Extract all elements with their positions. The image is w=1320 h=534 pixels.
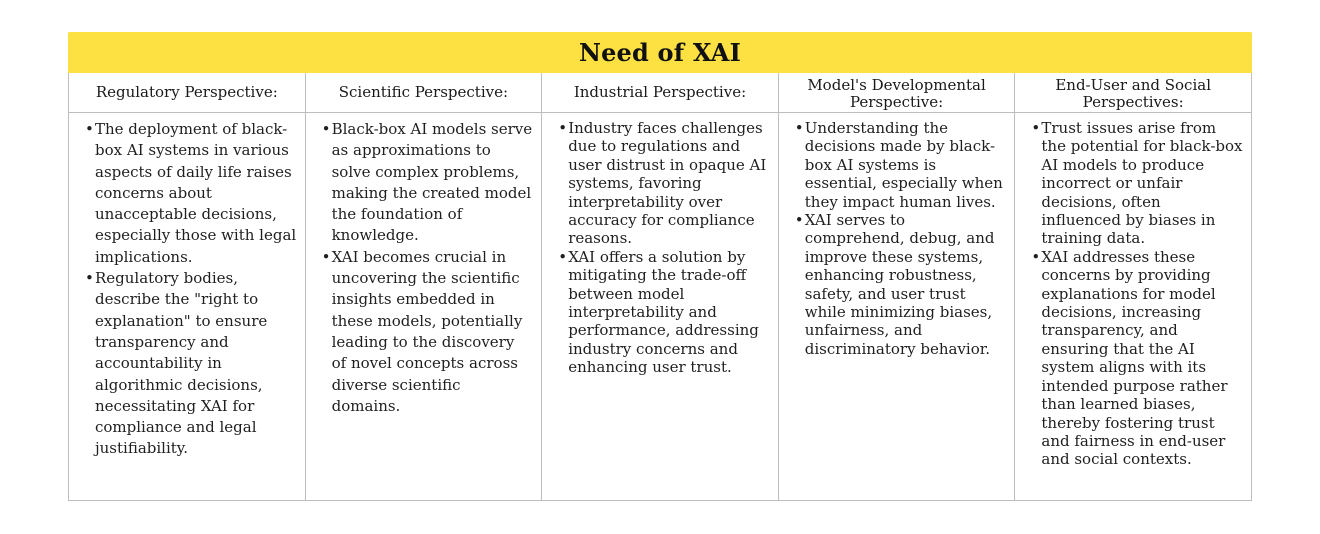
column-model-developmental xyxy=(778,73,1015,500)
bullet-list xyxy=(85,119,297,460)
column-header: Industrial Perspective: xyxy=(542,73,778,113)
column-header: Model's Developmental Perspective: xyxy=(779,73,1015,113)
column-body xyxy=(69,113,305,500)
bullet-item: • XAI offers a solution by mitigating the trade-off between model interpretability and performance, addressing industry concerns and enhancing user trust. xyxy=(558,248,770,377)
column-regulatory xyxy=(69,73,305,500)
column-header: Regulatory Perspective: xyxy=(69,73,305,113)
bullet-item: • Understanding the decisions made by black-box AI systems is essential, especially when they impact human lives. xyxy=(795,119,1007,211)
column-body xyxy=(1015,113,1251,500)
bullet-item: • XAI serves to comprehend, debug, and improve these systems, enhancing robustness, safety, and user trust while minimizing biases, unfairness, and discriminatory behavior. xyxy=(795,211,1007,358)
bullet-item: • XAI becomes crucial in uncovering the scientific insights embedded in these models, potentially leading to the discovery of novel concepts across diverse scientific domains. xyxy=(322,247,534,417)
diagram-title: Need of XAI xyxy=(578,38,742,67)
column-body xyxy=(779,113,1015,500)
bullet-item: • Black-box AI models serve as approximations to solve complex problems, making the created model the foundation of knowledge. xyxy=(322,119,534,247)
column-scientific xyxy=(305,73,542,500)
xai-diagram xyxy=(68,32,1252,501)
title-banner xyxy=(68,32,1252,73)
column-body xyxy=(306,113,542,500)
bullet-item: • XAI addresses these concerns by providing explanations for model decisions, increasing transparency, and ensuring that the AI system aligns with its intended purpose rather than learned biases, thereby fostering trust and fairness in end-user and social contexts. xyxy=(1031,248,1243,469)
bullet-list xyxy=(1031,119,1243,469)
column-end-user-social xyxy=(1014,73,1251,500)
column-header: End-User and Social Perspectives: xyxy=(1015,73,1251,113)
perspectives-table xyxy=(68,73,1252,501)
bullet-item: • Regulatory bodies, describe the "right to explanation" to ensure transparency and accountability in algorithmic decisions, necessitating XAI for compliance and legal justifiability. xyxy=(85,268,297,460)
bullet-list xyxy=(558,119,770,377)
bullet-item: • Industry faces challenges due to regulations and user distrust in opaque AI systems, favoring interpretability over accuracy for compliance reasons. xyxy=(558,119,770,248)
bullet-list xyxy=(795,119,1007,358)
bullet-list xyxy=(322,119,534,417)
bullet-item: • Trust issues arise from the potential for black-box AI models to produce incorrect or unfair decisions, often influenced by biases in training data. xyxy=(1031,119,1243,248)
bullet-item: • The deployment of black-box AI systems in various aspects of daily life raises concerns about unacceptable decisions, especially those with legal implications. xyxy=(85,119,297,268)
column-header: Scientific Perspective: xyxy=(306,73,542,113)
column-industrial xyxy=(541,73,778,500)
column-body xyxy=(542,113,778,500)
